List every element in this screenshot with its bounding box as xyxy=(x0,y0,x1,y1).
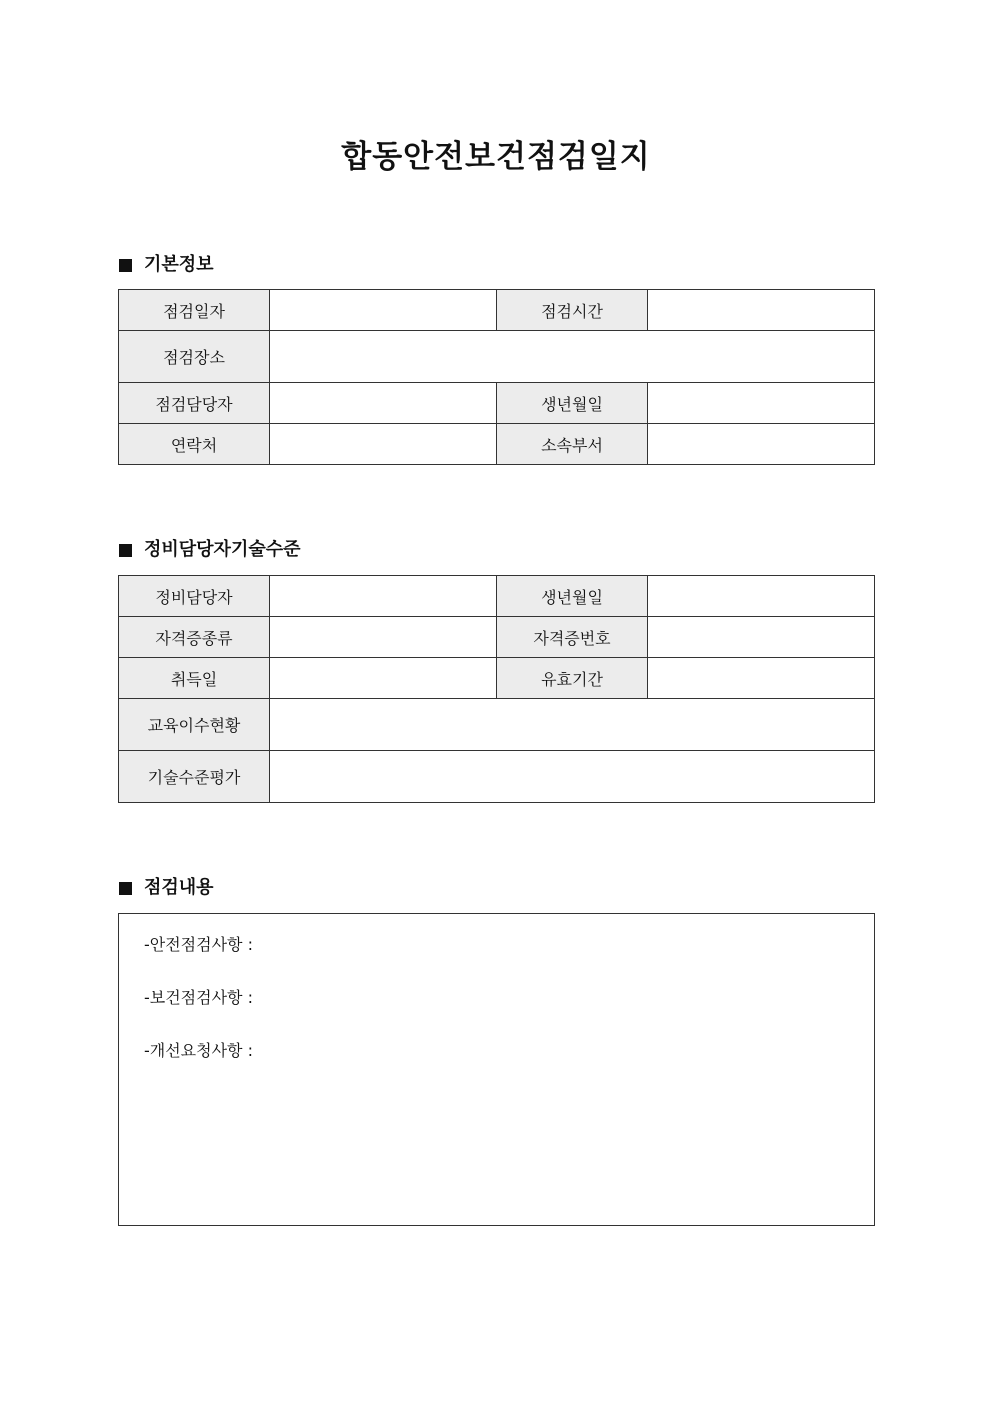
table-row xyxy=(119,290,875,331)
square-bullet-icon xyxy=(119,259,132,272)
technician-birth-date-label: 생년월일 xyxy=(497,576,648,617)
table-row xyxy=(119,331,875,383)
contact-label: 연락처 xyxy=(119,424,270,465)
inspection-time-label: 점검시간 xyxy=(497,290,648,331)
valid-period-field[interactable] xyxy=(648,658,875,699)
inspector-birth-date-label: 생년월일 xyxy=(497,383,648,424)
skill-evaluation-field[interactable] xyxy=(270,751,875,803)
department-label: 소속부서 xyxy=(497,424,648,465)
page-title: 합동안전보건점검일지 xyxy=(341,139,651,175)
table-row xyxy=(119,576,875,617)
technician-label: 정비담당자 xyxy=(119,576,270,617)
safety-items-line: -안전점검사항 : xyxy=(144,935,253,954)
inspector-field[interactable] xyxy=(270,383,497,424)
table-row xyxy=(119,751,875,803)
section-heading-technician xyxy=(119,538,301,562)
license-type-label: 자격증종류 xyxy=(119,617,270,658)
inspection-date-field[interactable] xyxy=(270,290,497,331)
contact-field[interactable] xyxy=(270,424,497,465)
section-heading-basic-label: 기본정보 xyxy=(144,254,214,275)
section-heading-technician-label: 정비담당자기술수준 xyxy=(144,539,301,560)
inspection-date-label: 점검일자 xyxy=(119,290,270,331)
section-heading-basic xyxy=(119,253,214,277)
section-heading-content xyxy=(119,876,214,900)
square-bullet-icon xyxy=(119,882,132,895)
training-status-field[interactable] xyxy=(270,699,875,751)
technician-table xyxy=(118,575,875,803)
acquired-date-label: 취득일 xyxy=(119,658,270,699)
section-heading-content-label: 점검내용 xyxy=(144,877,214,898)
improvement-requests-line: -개선요청사항 : xyxy=(144,1041,253,1060)
training-status-label: 교육이수현황 xyxy=(119,699,270,751)
inspector-birth-date-field[interactable] xyxy=(648,383,875,424)
skill-evaluation-label: 기술수준평가 xyxy=(119,751,270,803)
table-row xyxy=(119,658,875,699)
department-field[interactable] xyxy=(648,424,875,465)
license-number-label: 자격증번호 xyxy=(497,617,648,658)
inspector-label: 점검담당자 xyxy=(119,383,270,424)
inspection-time-field[interactable] xyxy=(648,290,875,331)
basic-info-table xyxy=(118,289,875,465)
license-type-field[interactable] xyxy=(270,617,497,658)
table-row xyxy=(119,699,875,751)
technician-birth-date-field[interactable] xyxy=(648,576,875,617)
technician-field[interactable] xyxy=(270,576,497,617)
inspection-place-field[interactable] xyxy=(270,331,875,383)
license-number-field[interactable] xyxy=(648,617,875,658)
table-row xyxy=(119,617,875,658)
valid-period-label: 유효기간 xyxy=(497,658,648,699)
table-row xyxy=(119,424,875,465)
health-items-line: -보건점검사항 : xyxy=(144,988,253,1007)
inspection-content-box[interactable] xyxy=(118,913,875,1226)
acquired-date-field[interactable] xyxy=(270,658,497,699)
inspection-place-label: 점검장소 xyxy=(119,331,270,383)
square-bullet-icon xyxy=(119,544,132,557)
table-row xyxy=(119,383,875,424)
